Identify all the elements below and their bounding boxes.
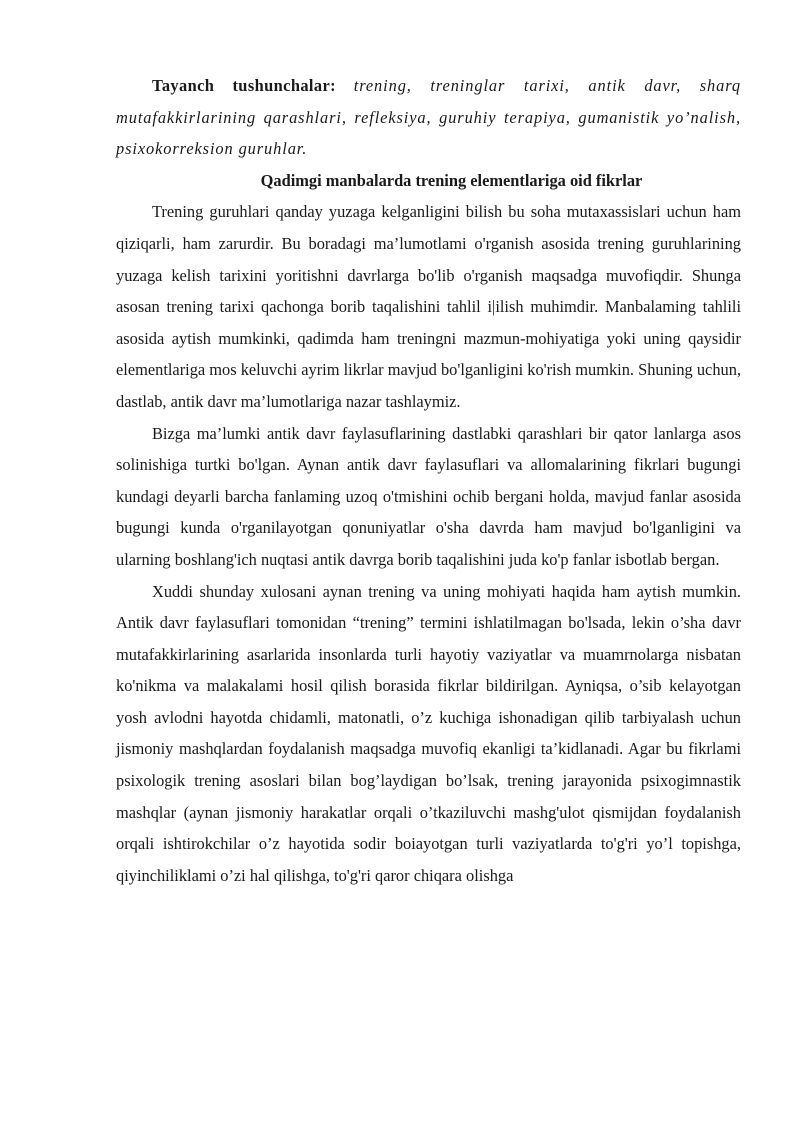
key-concepts-label: Tayanch tushunchalar:: [152, 76, 337, 95]
key-concepts: [116, 70, 741, 165]
key-concepts-terms: trening, treninglar tarixi, antik davr, sharq mutafakkirlarining qarashlari, refleksiya, guruhiy terapiya, gumanistik yo’nalish, psixokorreksion guruhlar.: [116, 76, 741, 159]
paragraph-2: Bizga ma’lumki antik davr faylasuflarining dastlabki qarashlari bir qator lanlarga asos solinishiga turtki bo'lgan. Aynan antik davr faylasuflari va allomalarining fikrlari bugungi kundagi deyarli barcha fanlaming uzoq o'tmishini ochib bergani holda, mavjud fanlar asosida bugungi kunda o'rganilayotgan qonuniyatlar o'sha davrda ham mavjud bo'lganligini va ularning boshlang'ich nuqtasi antik davrga borib taqalishini juda ko'p fanlar isbotlab bergan.: [116, 423, 741, 569]
paragraph-1: Trening guruhlari qanday yuzaga kelganligini bilish bu soha mutaxassislari uchun ham qiziqarli, ham zarurdir. Bu boradagi ma’lumotlami o'rganish asosida trening guruhlarining yuzaga kelish tarixini yoritishni davrlarga bo'lib o'rganish maqsadga muvofiqdir. Shunga asosan trening tarixi qachonga borib taqalishini tahlil i|ilish muhimdir. Manbalaming tahlili asosida aytish mumkinki, qadimda ham treningni mazmun-mohiyatiga yoki uning qaysidir elementlariga mos keluvchi ayrim likrlar mavjud bo'lganligini ko'rish mumkin. Shuning uchun, dastlab, antik davr ma’lumotlariga nazar tashlaymiz.: [116, 202, 742, 411]
section-title: Qadimgi manbalarda trening elementlariga oid fikrlar: [260, 170, 643, 190]
document-page: [116, 70, 741, 891]
paragraph-3: Xuddi shunday xulosani aynan trening va uning mohiyati haqida ham aytish mumkin. Antik davr faylasuflari tomonidan “trening” termini ishlatilmagan bo'lsada, lekin o’sha davr mutafakkirlarining asarlarida insonlarda turli hayotiy vaziyatlar va muamrnolarga nisbatan ko'nikma va malakalami hosil qilish borasida fikrlar bildirilgan. Ayniqsa, o’sib kelayotgan yosh avlodni hayotda chidamli, matonatli, o’z kuchiga ishonadigan qilib tarbiyalash uchun jismoniy mashqlardan foydalanish maqsadga muvofiq ekanligi ta’kidlanadi. Agar bu fikrlami psixologik trening asoslari bilan bog’laydigan bo’lsak, trening jarayonida psixogimnastik mashqlar (aynan jismoniy harakatlar orqali o’tkaziluvchi mashg'ulot qismijdan foydalanish orqali ishtirokchilar o’z hayotida sodir boiayotgan turli vaziyatlarda to'g'ri yo’l topishga, qiyinchiliklami o’zi hal qilishga, to'g'ri qaror chiqara olishga: [116, 581, 741, 885]
